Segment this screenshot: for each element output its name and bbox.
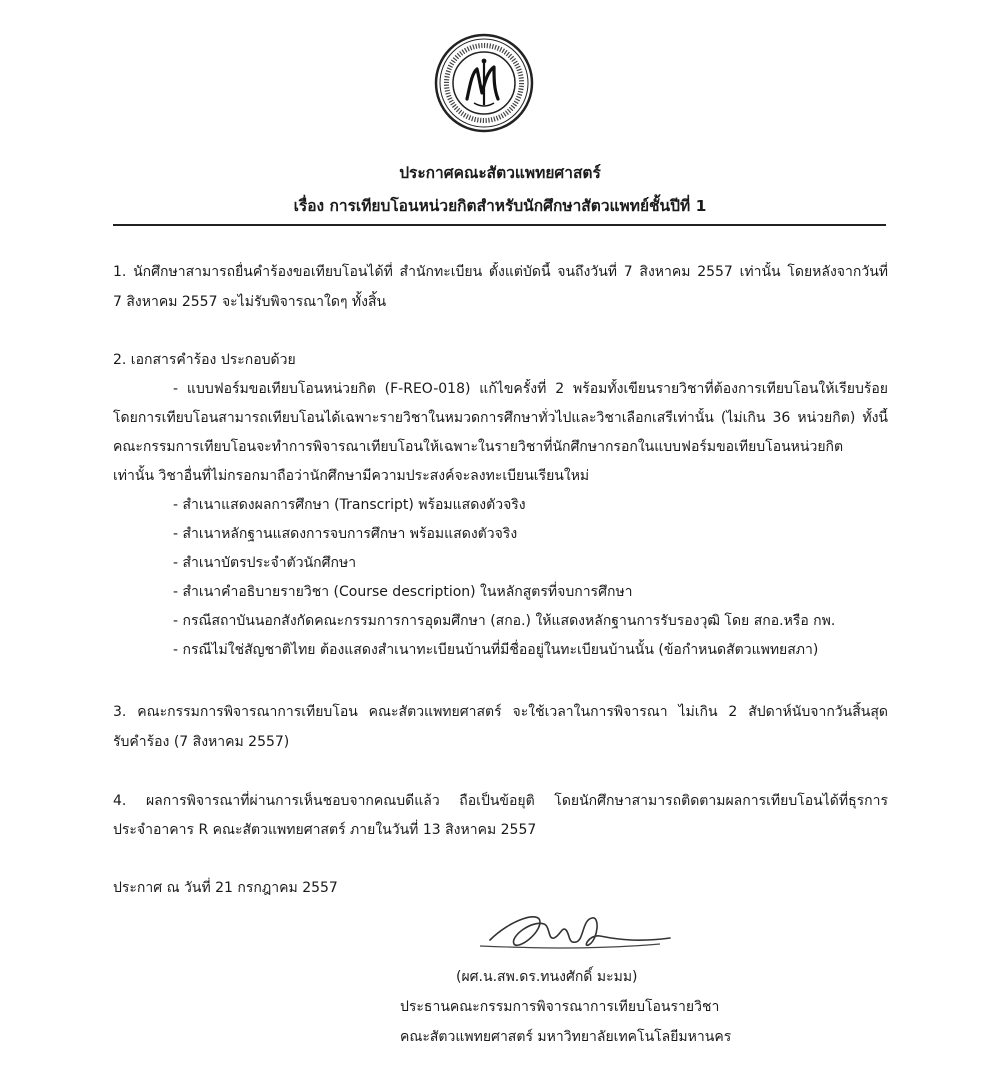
- section-2-para-line-1: - แบบฟอร์มขอเทียบโอนหน่วยกิต (F-REO-018) แก้ไขครั้งที่ 2 พร้อมทั้งเขียนรายวิชาที่ต้องการเทียบโอนให้เรียบร้อย: [173, 381, 888, 397]
- signer-position-1: ประธานคณะกรรมการพิจารณาการเทียบโอนรายวิชา: [400, 999, 720, 1015]
- document-list-item: - สำเนาแสดงผลการศึกษา (Transcript) พร้อมแสดงตัวจริง: [173, 497, 526, 513]
- section-2-heading: 2. เอกสารคำร้อง ประกอบด้วย: [113, 352, 296, 368]
- university-seal-logo: [434, 33, 534, 133]
- announcement-date: ประกาศ ณ วันที่ 21 กรกฎาคม 2557: [113, 880, 338, 896]
- section-2-para-line-2: โดยการเทียบโอนสามารถเทียบโอนได้เฉพาะรายวิชาในหมวดการศึกษาทั่วไปและวิชาเลือกเสรีเท่านั้น (ไม่เกิน 36 หน่วยกิต) ทั้งนี้: [113, 410, 888, 426]
- document-list-item: - สำเนาหลักฐานแสดงการจบการศึกษา พร้อมแสดงตัวจริง: [173, 526, 518, 542]
- section-2-para-line-4: เท่านั้น วิชาอื่นที่ไม่กรอกมาถือว่านักศึกษามีความประสงค์จะลงทะเบียนเรียนใหม่: [113, 468, 590, 484]
- signer-position-2: คณะสัตวแพทยศาสตร์ มหาวิทยาลัยเทคโนโลยีมหานคร: [400, 1029, 732, 1045]
- section-2-para-line-3: คณะกรรมการเทียบโอนจะทำการพิจารณาเทียบโอนให้เฉพาะในรายวิชาที่นักศึกษากรอกในแบบฟอร์มขอเทียบโอนหน่วยกิต: [113, 439, 844, 455]
- document-list-item: - สำเนาบัตรประจำตัวนักศึกษา: [173, 555, 357, 571]
- document-list-item: - กรณีไม่ใช่สัญชาติไทย ต้องแสดงสำเนาทะเบียนบ้านที่มีชื่ออยู่ในทะเบียนบ้านนั้น (ข้อกำหนดสัตวแพทยสภา): [173, 642, 819, 658]
- section-1-line-1: 1. นักศึกษาสามารถยื่นคำร้องขอเทียบโอนได้ที่ สำนักทะเบียน ตั้งแต่บัดนี้ จนถึงวันที่ 7 สิงหาคม 2557 เท่านั้น โดยหลังจากวันที่: [113, 264, 888, 280]
- announcement-subject: เรื่อง การเทียบโอนหน่วยกิตสำหรับนักศึกษาสัตวแพทย์ชั้นปีที่ 1: [293, 197, 707, 215]
- section-1-line-2: 7 สิงหาคม 2557 จะไม่รับพิจารณาใดๆ ทั้งสิ้น: [113, 294, 387, 310]
- title-divider: [113, 224, 886, 226]
- announcement-title: ประกาศคณะสัตวแพทยศาสตร์: [399, 164, 601, 182]
- document-list-item: - สำเนาคำอธิบายรายวิชา (Course description) ในหลักสูตรที่จบการศึกษา: [173, 584, 633, 600]
- section-3-line-2: รับคำร้อง (7 สิงหาคม 2557): [113, 734, 290, 750]
- section-4-line-1: 4. ผลการพิจารณาที่ผ่านการเห็นชอบจากคณบดีแล้ว ถือเป็นข้อยุติ โดยนักศึกษาสามารถติดตามผลการเทียบโอนได้ที่ธุรการ: [113, 793, 888, 809]
- signature-image: [470, 900, 680, 970]
- signer-name: (ผศ.น.สพ.ดร.ทนงศักดิ์ มะมม): [456, 969, 638, 985]
- document-list-item: - กรณีสถาบันนอกสังกัดคณะกรรมการการอุดมศึกษา (สกอ.) ให้แสดงหลักฐานการรับรองวุฒิ โดย สกอ.หรือ กพ.: [173, 613, 836, 629]
- section-4-line-2: ประจำอาคาร R คณะสัตวแพทยศาสตร์ ภายในวันที่ 13 สิงหาคม 2557: [113, 822, 537, 838]
- section-3-line-1: 3. คณะกรรมการพิจารณาการเทียบโอน คณะสัตวแพทยศาสตร์ จะใช้เวลาในการพิจารณา ไม่เกิน 2 สัปดาห์นับจากวันสิ้นสุด: [113, 704, 888, 720]
